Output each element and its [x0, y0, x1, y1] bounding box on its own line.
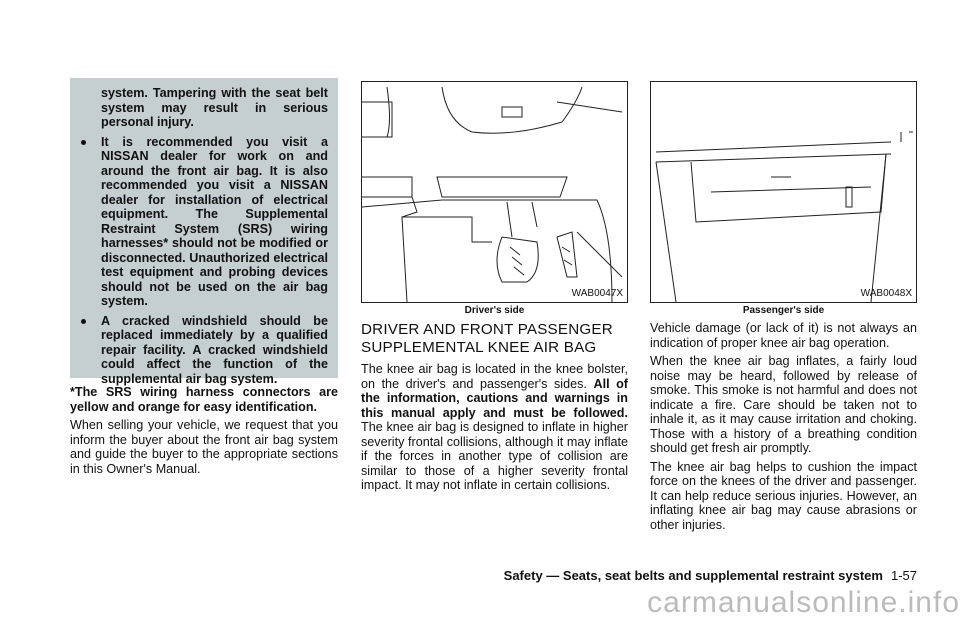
warning-bullet: A cracked windshield should be replaced immediately by a qualified repair facility. A cracked windshield could affect the function of the supplemental air bag system. — [101, 313, 328, 386]
left-column — [70, 385, 338, 480]
section-title: Safety — Seats, seat belts and supplemental restraint system — [503, 568, 883, 583]
middle-column — [361, 321, 628, 497]
text: The knee air bag is located in the knee bolster, on the driver's and passenger's sides. — [361, 362, 628, 391]
paragraph: Vehicle damage (or lack of it) is not always an indication of proper knee air bag operation. — [650, 321, 917, 350]
footnote: *The SRS wiring harness connectors are yellow and orange for easy identification. — [70, 385, 338, 414]
figure-caption: Driver's side — [464, 305, 525, 316]
section-heading: DRIVER AND FRONT PASSENGER SUPPLEMENTAL KNEE AIR BAG — [361, 321, 613, 356]
text: The knee air bag is designed to inflate in higher severity frontal collisions, although it may inflate if the forces in another type of collision are similar to those of a higher severity frontal impact. It may not inflate in certain collisions. — [361, 420, 628, 492]
emphasis-text: All of the information, cautions and warnings in this manual apply and must be followed. — [361, 376, 629, 420]
warning-bullet: It is recommended you visit a NISSAN dealer for work on and around the front air bag. It is also recommended you visit a NISSAN dealer for installation of electrical equipment. The Supplemental Restraint System (SRS) wiring harnesses* should not be modified or disconnected. Unauthorized electrical test equipment and probing devices should not be used on the air bag system. — [101, 134, 328, 308]
figure-caption: Passenger's side — [742, 305, 825, 316]
passenger-side-figure — [650, 81, 917, 303]
page-number: 1-57 — [890, 568, 917, 583]
right-column — [650, 321, 917, 536]
passenger-knee-bolster-illustration — [651, 82, 916, 302]
warning-continuation: system. Tampering with the seat belt system may result in serious personal injury. — [101, 86, 328, 129]
knee-airbag-paragraph — [361, 362, 628, 493]
warning-box — [70, 78, 338, 386]
figure-code: WAB0047X — [571, 288, 623, 299]
driver-knee-bolster-illustration — [362, 82, 627, 302]
driver-side-figure — [361, 81, 628, 303]
figure-code: WAB0048X — [860, 288, 912, 299]
watermark: carmanualsonline.info — [647, 586, 960, 619]
page-footer — [504, 568, 917, 583]
paragraph: The knee air bag helps to cushion the impact force on the knees of the driver and passenger. It can help reduce serious injuries. However, an inflating knee air bag may cause abrasions or other injuries. — [650, 459, 917, 532]
selling-paragraph: When selling your vehicle, we request that you inform the buyer about the front air bag system and guide the buyer to the appropriate sections in this Owner's Manual. — [70, 418, 338, 476]
paragraph: When the knee air bag inflates, a fairly loud noise may be heard, followed by release of smoke. This smoke is not harmful and does not indicate a fire. Care should be taken not to inhale it, as it may cause irritation and choking. Those with a history of a breathing condition should get fresh air promptly. — [650, 354, 917, 455]
